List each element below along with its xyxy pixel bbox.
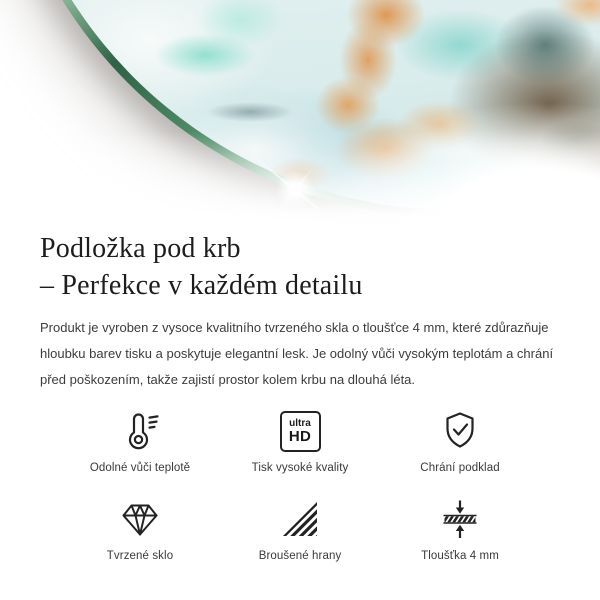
thermometer-icon	[118, 408, 162, 454]
shield-check-icon	[438, 408, 482, 454]
ultra-hd-icon	[280, 408, 321, 454]
sparkle-glow	[273, 168, 317, 212]
feature-label: Tloušťka 4 mm	[421, 550, 499, 562]
beveled-edges-icon	[278, 496, 322, 542]
feature-print-quality	[220, 408, 380, 474]
feature-label: Odolné vůči teplotě	[89, 462, 191, 474]
product-info-section	[0, 230, 600, 562]
thickness-icon	[438, 496, 482, 542]
feature-thickness	[380, 496, 540, 562]
feature-heat-resistant	[60, 408, 220, 474]
ultra-hd-badge-top: ultra	[289, 417, 311, 429]
diamond-icon	[118, 496, 162, 542]
product-photo	[0, 0, 600, 226]
page-title	[40, 230, 560, 304]
feature-label: Tvrzené sklo	[106, 550, 174, 562]
page-title-line1: Podložka pod krb	[40, 233, 241, 264]
ultra-hd-badge-bottom: HD	[288, 427, 312, 445]
feature-label: Tisk vysoké kvality	[251, 462, 349, 474]
feature-polished-edges	[220, 496, 380, 562]
feature-label: Broušené hrany	[258, 550, 342, 562]
product-description: Produkt je vyroben z vysoce kvalitního tvrzeného skla o tloušťce 4 mm, které zdůrazňuje hloubku barev tisku a poskytuje elegantní lesk. Je odolný vůči vysokým teplotám a chrání před poškozením, takže zajistí prostor kolem krbu na dlouhá léta.	[40, 320, 554, 387]
page-title-line2: – Perfekce v každém detailu	[40, 270, 363, 301]
feature-grid	[40, 408, 560, 562]
feature-label: Chrání podklad	[420, 462, 500, 474]
feature-tempered-glass	[60, 496, 220, 562]
feature-protects-floor	[380, 408, 540, 474]
